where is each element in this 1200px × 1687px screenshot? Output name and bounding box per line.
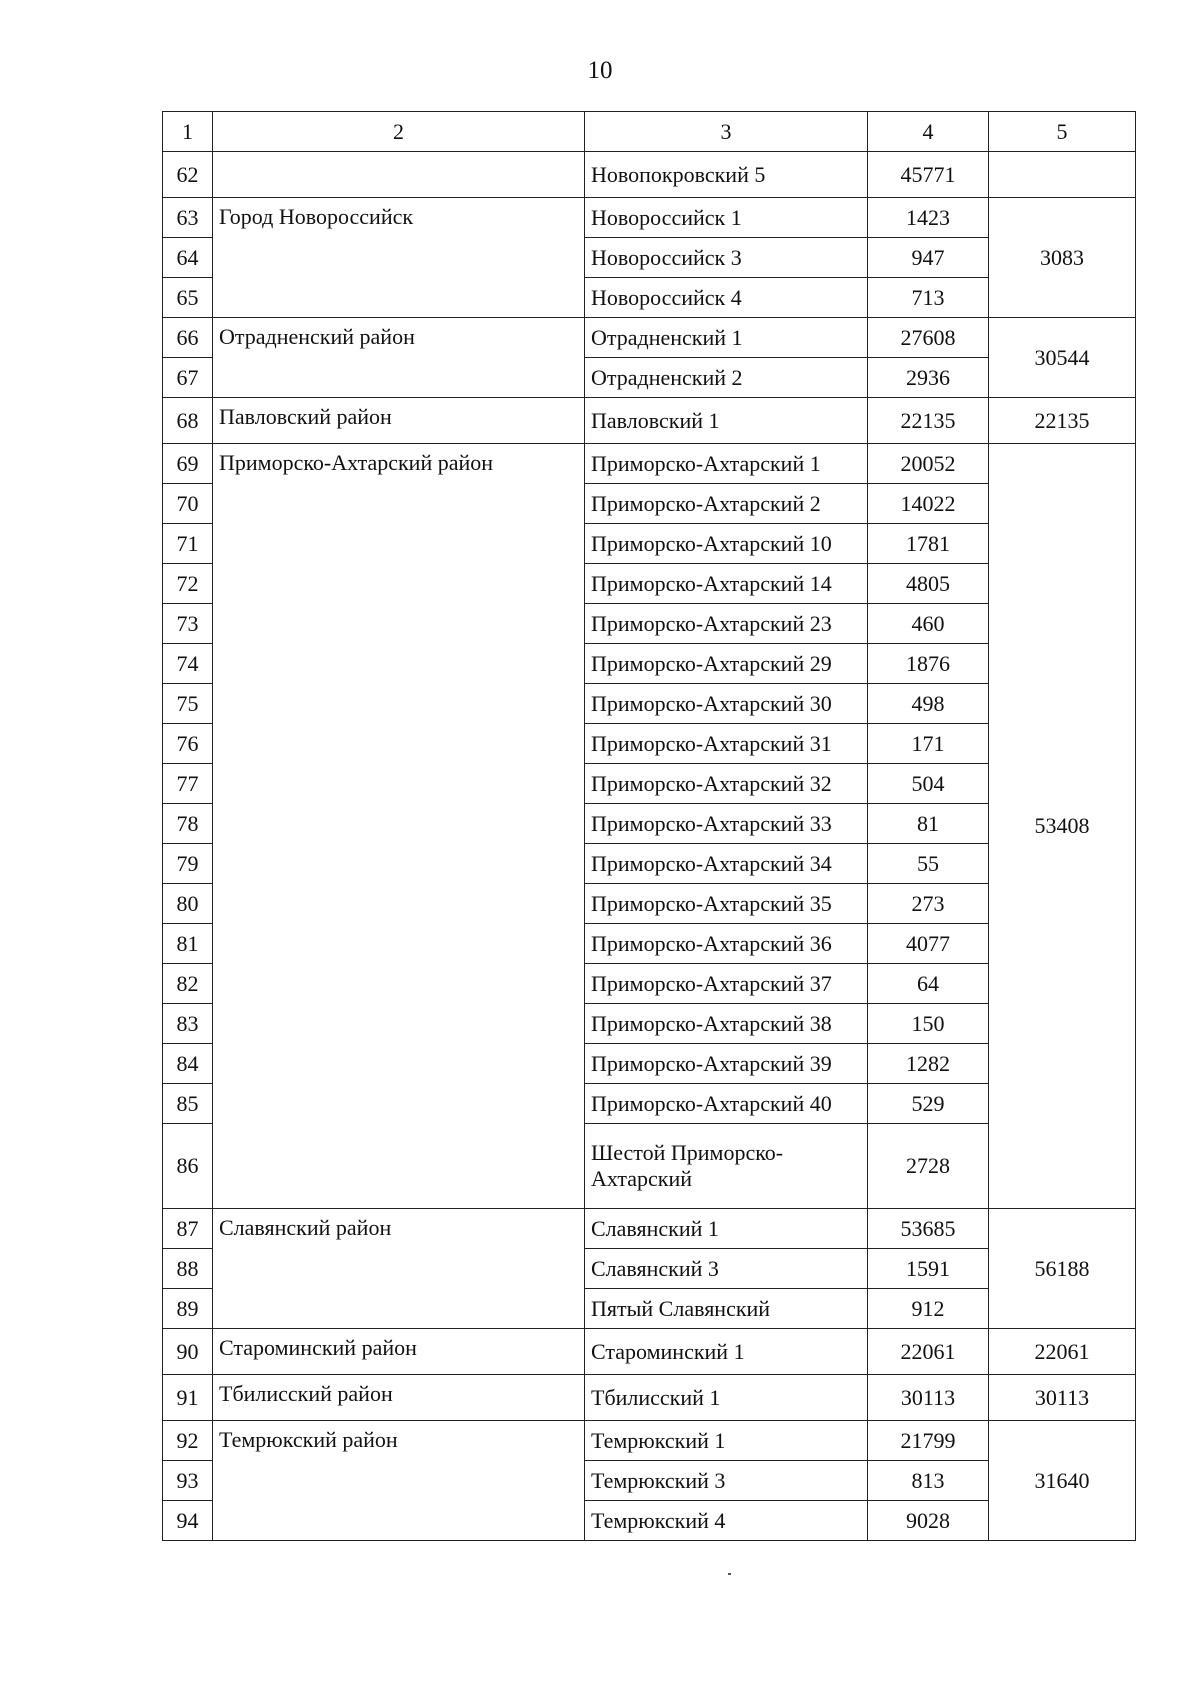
precinct-table <box>162 111 1136 1541</box>
count-cell: 947 <box>868 238 989 278</box>
station-cell: Приморско-Ахтарский 35 <box>585 884 868 924</box>
row-number: 85 <box>163 1084 213 1124</box>
column-header: 4 <box>868 112 989 152</box>
row-number: 92 <box>163 1421 213 1461</box>
count-cell: 912 <box>868 1289 989 1329</box>
table-row <box>163 198 1136 238</box>
count-cell: 498 <box>868 684 989 724</box>
row-number: 83 <box>163 1004 213 1044</box>
count-cell: 22061 <box>868 1329 989 1375</box>
row-number: 67 <box>163 358 213 398</box>
count-cell: 460 <box>868 604 989 644</box>
row-number: 65 <box>163 278 213 318</box>
count-cell: 4077 <box>868 924 989 964</box>
table-row <box>163 318 1136 358</box>
total-cell: 3083 <box>989 198 1136 318</box>
station-cell: Приморско-Ахтарский 1 <box>585 444 868 484</box>
count-cell: 1876 <box>868 644 989 684</box>
station-cell: Приморско-Ахтарский 37 <box>585 964 868 1004</box>
district-cell: Славянский район <box>213 1209 585 1329</box>
count-cell: 21799 <box>868 1421 989 1461</box>
column-header: 5 <box>989 112 1136 152</box>
row-number: 76 <box>163 724 213 764</box>
count-cell: 14022 <box>868 484 989 524</box>
count-cell: 813 <box>868 1461 989 1501</box>
row-number: 70 <box>163 484 213 524</box>
count-cell: 1781 <box>868 524 989 564</box>
count-cell: 45771 <box>868 152 989 198</box>
column-header: 2 <box>213 112 585 152</box>
scan-speck <box>728 1573 731 1575</box>
count-cell: 150 <box>868 1004 989 1044</box>
count-cell: 55 <box>868 844 989 884</box>
row-number: 91 <box>163 1375 213 1421</box>
station-cell: Новороссийск 4 <box>585 278 868 318</box>
count-cell: 529 <box>868 1084 989 1124</box>
row-number: 68 <box>163 398 213 444</box>
station-cell: Новороссийск 3 <box>585 238 868 278</box>
row-number: 71 <box>163 524 213 564</box>
table-row <box>163 398 1136 444</box>
count-cell: 4805 <box>868 564 989 604</box>
district-cell <box>213 152 585 198</box>
total-cell: 30113 <box>989 1375 1136 1421</box>
count-cell: 64 <box>868 964 989 1004</box>
column-header: 3 <box>585 112 868 152</box>
table-row <box>163 1329 1136 1375</box>
station-cell: Павловский 1 <box>585 398 868 444</box>
row-number: 82 <box>163 964 213 1004</box>
station-cell: Новороссийск 1 <box>585 198 868 238</box>
row-number: 88 <box>163 1249 213 1289</box>
count-cell: 53685 <box>868 1209 989 1249</box>
table-row <box>163 1421 1136 1461</box>
district-cell: Павловский район <box>213 398 585 444</box>
station-cell: Приморско-Ахтарский 30 <box>585 684 868 724</box>
row-number: 89 <box>163 1289 213 1329</box>
row-number: 81 <box>163 924 213 964</box>
row-number: 90 <box>163 1329 213 1375</box>
row-number: 64 <box>163 238 213 278</box>
station-cell: Отрадненский 1 <box>585 318 868 358</box>
station-cell: Отрадненский 2 <box>585 358 868 398</box>
district-cell: Тбилисский район <box>213 1375 585 1421</box>
count-cell: 81 <box>868 804 989 844</box>
count-cell: 22135 <box>868 398 989 444</box>
count-cell: 2728 <box>868 1124 989 1209</box>
row-number: 62 <box>163 152 213 198</box>
count-cell: 1591 <box>868 1249 989 1289</box>
row-number: 66 <box>163 318 213 358</box>
station-cell: Темрюкский 1 <box>585 1421 868 1461</box>
row-number: 94 <box>163 1501 213 1541</box>
page-number: 10 <box>587 57 613 84</box>
station-cell: Приморско-Ахтарский 32 <box>585 764 868 804</box>
station-cell: Приморско-Ахтарский 39 <box>585 1044 868 1084</box>
station-cell: Приморско-Ахтарский 2 <box>585 484 868 524</box>
station-cell: Приморско-Ахтарский 14 <box>585 564 868 604</box>
station-cell: Приморско-Ахтарский 34 <box>585 844 868 884</box>
station-cell: Приморско-Ахтарский 31 <box>585 724 868 764</box>
station-cell: Приморско-Ахтарский 10 <box>585 524 868 564</box>
station-cell: Тбилисский 1 <box>585 1375 868 1421</box>
table-row <box>163 444 1136 484</box>
row-number: 93 <box>163 1461 213 1501</box>
station-cell: Темрюкский 3 <box>585 1461 868 1501</box>
column-header: 1 <box>163 112 213 152</box>
station-cell: Шестой Приморско-Ахтарский <box>585 1124 868 1209</box>
total-cell: 22061 <box>989 1329 1136 1375</box>
count-cell: 9028 <box>868 1501 989 1541</box>
table-row <box>163 1209 1136 1249</box>
total-cell <box>989 152 1136 198</box>
district-cell: Город Новороссийск <box>213 198 585 318</box>
row-number: 80 <box>163 884 213 924</box>
district-cell: Приморско-Ахтарский район <box>213 444 585 1209</box>
row-number: 84 <box>163 1044 213 1084</box>
row-number: 86 <box>163 1124 213 1209</box>
station-cell: Пятый Славянский <box>585 1289 868 1329</box>
row-number: 69 <box>163 444 213 484</box>
station-cell: Приморско-Ахтарский 40 <box>585 1084 868 1124</box>
station-cell: Староминский 1 <box>585 1329 868 1375</box>
table-header-row <box>163 112 1136 152</box>
station-cell: Приморско-Ахтарский 29 <box>585 644 868 684</box>
station-cell: Приморско-Ахтарский 23 <box>585 604 868 644</box>
total-cell: 30544 <box>989 318 1136 398</box>
station-cell: Славянский 3 <box>585 1249 868 1289</box>
table-row <box>163 1375 1136 1421</box>
count-cell: 504 <box>868 764 989 804</box>
count-cell: 273 <box>868 884 989 924</box>
table-row <box>163 152 1136 198</box>
station-cell: Приморско-Ахтарский 38 <box>585 1004 868 1044</box>
row-number: 72 <box>163 564 213 604</box>
station-cell: Приморско-Ахтарский 33 <box>585 804 868 844</box>
count-cell: 713 <box>868 278 989 318</box>
station-cell: Темрюкский 4 <box>585 1501 868 1541</box>
total-cell: 56188 <box>989 1209 1136 1329</box>
total-cell: 31640 <box>989 1421 1136 1541</box>
count-cell: 30113 <box>868 1375 989 1421</box>
station-cell: Славянский 1 <box>585 1209 868 1249</box>
count-cell: 2936 <box>868 358 989 398</box>
total-cell: 22135 <box>989 398 1136 444</box>
count-cell: 1282 <box>868 1044 989 1084</box>
total-cell: 53408 <box>989 444 1136 1209</box>
count-cell: 20052 <box>868 444 989 484</box>
row-number: 79 <box>163 844 213 884</box>
district-cell: Темрюкский район <box>213 1421 585 1541</box>
row-number: 87 <box>163 1209 213 1249</box>
station-cell: Новопокровский 5 <box>585 152 868 198</box>
row-number: 75 <box>163 684 213 724</box>
row-number: 78 <box>163 804 213 844</box>
district-cell: Отрадненский район <box>213 318 585 398</box>
count-cell: 27608 <box>868 318 989 358</box>
row-number: 77 <box>163 764 213 804</box>
row-number: 73 <box>163 604 213 644</box>
count-cell: 171 <box>868 724 989 764</box>
count-cell: 1423 <box>868 198 989 238</box>
station-cell: Приморско-Ахтарский 36 <box>585 924 868 964</box>
row-number: 63 <box>163 198 213 238</box>
row-number: 74 <box>163 644 213 684</box>
district-cell: Староминский район <box>213 1329 585 1375</box>
